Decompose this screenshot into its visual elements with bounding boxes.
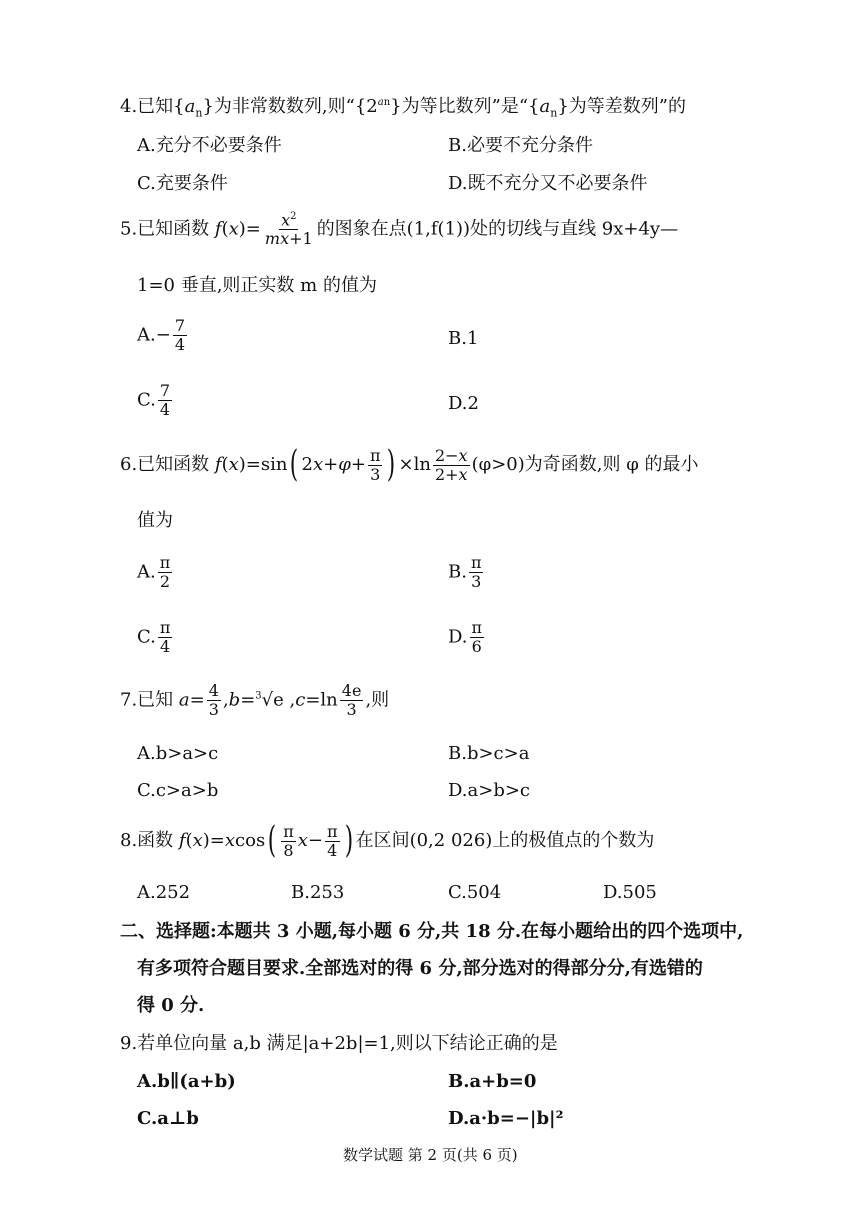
q4-option-c: C.充要条件 <box>137 173 228 194</box>
q6-option-a: A. $\frac{\pi}{2}$ <box>137 553 171 591</box>
page-footer: 数学试题 第 2 页(共 6 页) <box>343 1146 518 1164</box>
q4-option-b: B.必要不充分条件 <box>448 135 593 156</box>
q5-option-c: C. $\frac{7}{4}$ <box>137 381 171 419</box>
q8-option-c: C.504 <box>448 882 502 903</box>
q9-stem: 9.若单位向量 a,b 满足|a+2b|=1,则以下结论正确的是 <box>120 1033 558 1054</box>
q4-option-a: A.充分不必要条件 <box>137 135 282 156</box>
q8-option-b: B.253 <box>291 882 345 903</box>
q9-option-b: B.a+b=0 <box>448 1071 537 1092</box>
q7-stem: 7.已知 a= $\frac{4}{3}$ ,b=$^3$√e ,c=ln $\frac{4e}{3}$ ,则 <box>120 681 390 719</box>
q6-option-c: C. $\frac{\pi}{4}$ <box>137 618 171 656</box>
q6-stem: 6.已知函数 f(x)=sin( 2x+φ+ $\frac{\pi}{3}$ ) ×ln $\frac{2-x}{2+x}$ (φ>0)为奇函数,则 φ 的最小 <box>120 444 699 485</box>
q8-option-a: A.252 <box>137 882 191 903</box>
q7-option-a: A.b>a>c <box>137 743 219 764</box>
q8-stem: 8.函数 f(x)=xcos( $\frac{\pi}{8}$ x− $\frac{\pi}{4}$ ) 在区间(0,2 026)上的极值点的个数为 <box>120 820 655 861</box>
q5-option-a: A.− $\frac{7}{4}$ <box>137 316 185 354</box>
q4-stem: 4.已知$\{a_n\}$为非常数数列,则“$\{2^{an}\}$为等比数列”是“$\{a_n\}$为等差数列”的 <box>120 96 686 120</box>
q6-option-b: B. $\frac{\pi}{3}$ <box>448 553 482 591</box>
q8-option-d: D.505 <box>603 882 657 903</box>
q7-option-d: D.a>b>c <box>448 780 531 801</box>
q7-option-b: B.b>c>a <box>448 743 530 764</box>
q5-option-b: B.1 <box>448 328 479 349</box>
section2-line2: 有多项符合题目要求.全部选对的得 6 分,部分选对的得部分分,有选错的 <box>137 958 703 979</box>
q6-option-d: D. $\frac{\pi}{6}$ <box>448 618 483 656</box>
q6-stem-line2: 值为 <box>137 510 173 531</box>
section2-line1: 二、选择题:本题共 3 小题,每小题 6 分,共 18 分.在每小题给出的四个选项中, <box>120 921 744 942</box>
q5-option-d: D.2 <box>448 393 479 414</box>
q9-option-a: A.b∥(a+b) <box>137 1071 236 1092</box>
q5-stem: 5.已知函数 f(x)= $\frac{x^2}{mx+1}$ 的图象在点(1,f(1))处的切线与直线 9x+4y— <box>120 210 679 249</box>
q9-option-c: C.a⊥b <box>137 1108 199 1129</box>
q7-option-c: C.c>a>b <box>137 780 219 801</box>
q5-stem-line2: 1=0 垂直,则正实数 m 的值为 <box>137 275 377 296</box>
q9-option-d: D.a·b=−|b|² <box>448 1108 564 1129</box>
q4-option-d: D.既不充分又不必要条件 <box>448 173 648 194</box>
section2-line3: 得 0 分. <box>137 995 205 1016</box>
